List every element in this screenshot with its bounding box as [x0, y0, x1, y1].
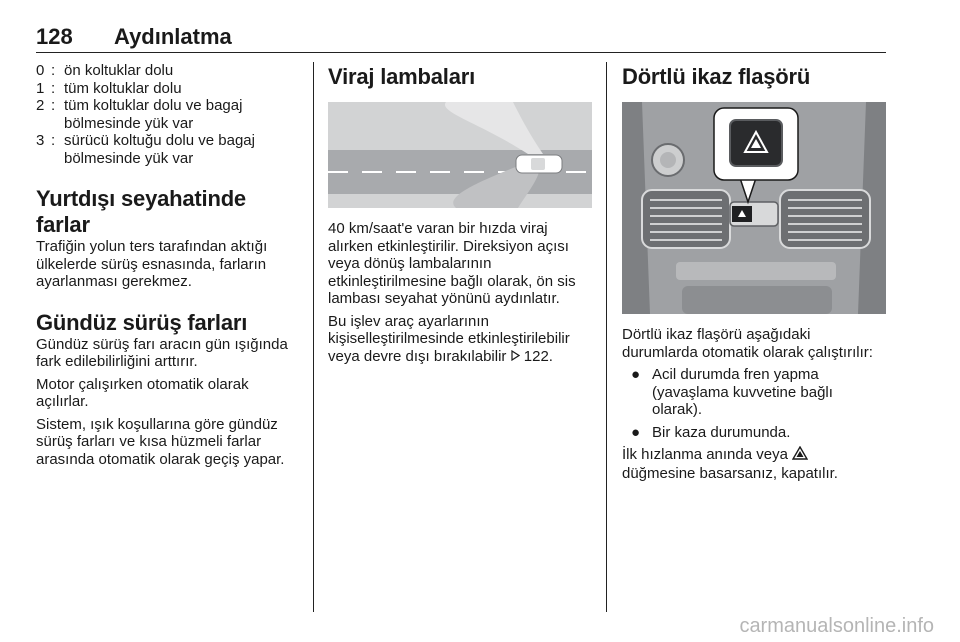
legend-item: 0 : ön koltuklar dolu — [36, 62, 174, 79]
legend-text: sürücü koltuğu dolu ve bagaj bölmesinde yük var — [64, 132, 255, 167]
section-heading: Viraj lambaları — [328, 64, 476, 89]
list-item — [622, 366, 886, 419]
paragraph: Motor çalışırken otomatik olarak açılırlar. — [36, 375, 249, 410]
watermark: carmanualsonline.info — [739, 615, 934, 637]
legend-key: 0 — [36, 62, 45, 79]
paragraph: Trafiğin yolun ters tarafından aktığı ülkelerde sürüş esnasında, farların ayarlanması gerekmez. — [36, 238, 268, 290]
column-left — [36, 62, 302, 468]
hazard-switch-dashboard-illustration — [622, 102, 886, 314]
load-legend — [36, 62, 302, 167]
section-heading: Dörtlü ikaz flaşörü — [622, 64, 811, 89]
column-middle — [328, 62, 592, 365]
hazard-warning-triangle-icon — [792, 446, 808, 465]
column-divider — [606, 62, 607, 612]
page-reference: 122. — [523, 347, 553, 365]
chapter-title: Aydınlatma — [114, 24, 232, 49]
legend-key: 1 — [36, 79, 45, 97]
legend-text: ön koltuklar dolu — [64, 62, 174, 79]
paragraph-text: İlk hızlanma anında veya — [622, 446, 788, 463]
bullet-icon: ● — [631, 423, 641, 441]
legend-text: tüm koltuklar dolu ve bagaj bölmesinde yük var — [64, 97, 243, 132]
paragraph — [328, 313, 592, 366]
page-header — [36, 22, 886, 53]
paragraph: Gündüz sürüş farı aracın gün ışığında fark edilebilirliğini arttırır. — [36, 335, 288, 370]
paragraph — [622, 446, 886, 482]
legend-item: 1 : tüm koltuklar dolu — [36, 79, 182, 97]
paragraph-text: düğmesine basarsanız, kapatılır. — [622, 464, 838, 482]
cornering-light-illustration — [328, 102, 592, 208]
page-number: 128 — [36, 24, 73, 49]
list-item-text: Bir kaza durumunda. — [652, 423, 791, 441]
legend-item: 3 : sürücü koltuğu dolu ve bagaj bölmesinde yük var — [36, 132, 255, 167]
section-heading: Yurtdışı seyahatinde farlar — [36, 186, 246, 237]
section-heading: Gündüz sürüş farları — [36, 309, 248, 335]
paragraph: 40 km/saat'e varan bir hızda viraj alırken etkinleştirilir. Direksiyon açısı veya dönüş lambalarının etkinleştirilmesine bağlı olarak, ön sis lambası seyahat yönünü aydınlatır. — [328, 220, 576, 307]
column-right — [622, 62, 886, 482]
paragraph: Dörtlü ikaz flaşörü aşağıdaki durumlarda otomatik olarak çalıştırılır: — [622, 326, 873, 361]
column-divider — [313, 62, 314, 612]
legend-item: 2 : tüm koltuklar dolu ve bagaj bölmesinde yük var — [36, 97, 243, 132]
bullet-icon: ● — [631, 366, 641, 383]
list-item-text: Acil durumda fren yapma (yavaşlama kuvvetine bağlı olarak). — [652, 366, 833, 418]
legend-text: tüm koltuklar dolu — [64, 79, 182, 97]
list-item — [622, 424, 886, 442]
paragraph-text: Bu işlev araç ayarlarının kişiselleştirilmesinde etkinleştirilebilir veya devre dışı bırakılabilir — [328, 312, 570, 365]
paragraph: Sistem, ışık koşullarına göre gündüz sürüş farları ve kısa hüzmeli farlar arasında otomatik olarak geçiş yapar. — [36, 415, 285, 468]
legend-key: 3 — [36, 132, 45, 149]
cross-reference-arrow-icon — [511, 348, 520, 366]
legend-key: 2 — [36, 97, 45, 114]
